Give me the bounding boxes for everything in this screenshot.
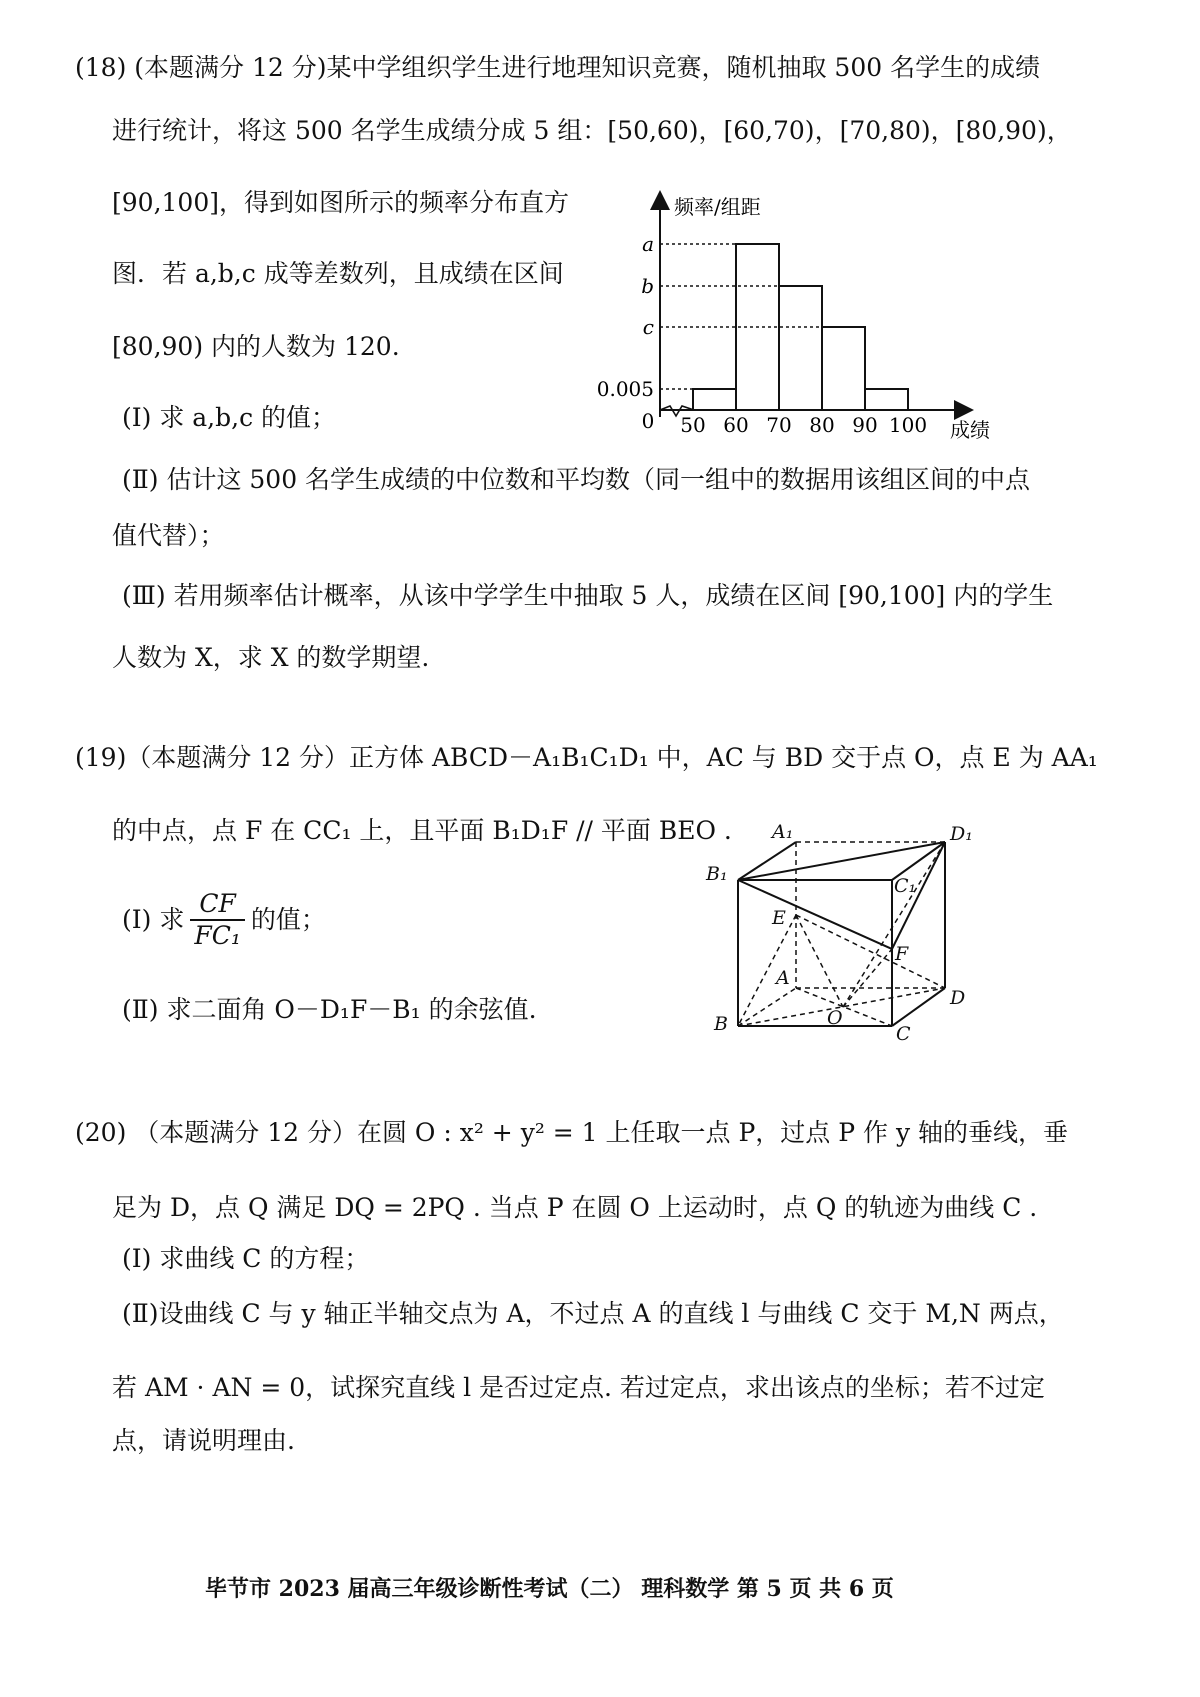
vertex-B: B (714, 1013, 728, 1035)
histogram-bar (693, 389, 736, 410)
x-tick-label: 70 (766, 413, 792, 437)
vertex-A: A (776, 967, 790, 989)
q19-line-2: 的中点，点 F 在 CC₁ 上，且平面 B₁D₁F // 平面 BEO . (112, 816, 732, 845)
q19-part-2: (Ⅱ) 求二面角 O－D₁F－B₁ 的余弦值. (122, 995, 537, 1024)
origin-label: 0 (641, 409, 655, 433)
histogram-bar (865, 389, 908, 410)
q18-part-3a: (Ⅲ) 若用频率估计概率，从该中学学生中抽取 5 人，成绩在区间 [90,100] 内的学生 (122, 581, 1054, 610)
vertex-C1: C₁ (894, 875, 917, 897)
x-tick-label: 100 (888, 413, 928, 437)
q18-line-4: 图．若 a,b,c 成等差数列，且成绩在区间 (112, 259, 564, 288)
q18-part-2a: (Ⅱ) 估计这 500 名学生成绩的中位数和平均数（同一组中的数据用该组区间的中点 (122, 465, 1031, 494)
point-O: O (827, 1007, 843, 1029)
vertex-D: D (950, 987, 966, 1009)
q18-part-2b: 值代替）； (112, 521, 225, 550)
q19-line-1: (19)（本题满分 12 分）正方体 ABCD－A₁B₁C₁D₁ 中，AC 与 BD 交于点 O，点 E 为 AA₁ (75, 743, 1098, 772)
q20-part-1: (Ⅰ) 求曲线 C 的方程； (122, 1244, 370, 1273)
fraction (190, 889, 245, 951)
page-footer: 毕节市 2023 届高三年级诊断性考试（二） 理科数学 第 5 页 共 6 页 (205, 1576, 894, 1602)
fraction-numerator: CF (199, 889, 236, 918)
vertex-C: C (896, 1023, 911, 1045)
x-tick-label: 60 (723, 413, 749, 437)
frequency-histogram (590, 180, 1010, 450)
vertex-D1: D₁ (950, 823, 973, 845)
q18-part-3b: 人数为 X，求 X 的数学期望. (112, 643, 430, 672)
q18-line-3: [90,100]，得到如图所示的频率分布直方 (112, 188, 569, 217)
q19-part-1-suffix: 的值； (250, 905, 326, 934)
vertex-B1: B₁ (706, 863, 728, 885)
q18-line-5: [80,90) 内的人数为 120. (112, 332, 400, 361)
q20-line-2: 足为 D，点 Q 满足 DQ = 2PQ . 当点 P 在圆 O 上运动时，点 Q 的轨迹为曲线 C . (112, 1193, 1038, 1222)
x-tick-label: 50 (680, 413, 706, 437)
q18-line-1: (18) (本题满分 12 分)某中学组织学生进行地理知识竞赛，随机抽取 500 名学生的成绩 (75, 53, 1041, 82)
q19-part-1-prefix: (Ⅰ) 求 (122, 905, 185, 934)
histogram-bar (822, 327, 865, 410)
q20-line-1: (20) （本题满分 12 分）在圆 O : x² + y² = 1 上任取一点 P，过点 P 作 y 轴的垂线，垂 (75, 1118, 1069, 1147)
q18-line-2: 进行统计，将这 500 名学生成绩分成 5 组：[50,60)，[60,70)，[70,80)，[80,90)， (112, 116, 1072, 145)
y-tick-label: 0.005 (596, 377, 654, 401)
point-F: F (895, 943, 909, 965)
q18-part-1: (Ⅰ) 求 a,b,c 的值； (122, 403, 337, 432)
x-tick-label: 80 (809, 413, 835, 437)
cube-figure (700, 812, 1000, 1052)
vertex-A1: A₁ (772, 821, 794, 843)
y-tick-label: a (642, 232, 654, 256)
fraction-denominator: FC₁ (194, 921, 241, 950)
y-tick-label: b (641, 274, 654, 298)
y-axis-label: 频率/组距 (674, 195, 761, 219)
q20-part-2b: 若 AM · AN = 0，试探究直线 l 是否过定点. 若过定点，求出该点的坐标；若不过定 (112, 1373, 1045, 1402)
x-axis-label: 成绩 (950, 418, 990, 442)
histogram-bar (779, 286, 822, 410)
q20-part-2c: 点，请说明理由. (112, 1426, 295, 1455)
q19-part-1 (122, 880, 326, 960)
y-tick-label: c (642, 315, 654, 339)
q20-part-2: (Ⅱ)设曲线 C 与 y 轴正半轴交点为 A，不过点 A 的直线 l 与曲线 C 交于 M,N 两点， (122, 1299, 1064, 1328)
x-tick-label: 90 (852, 413, 878, 437)
point-E: E (772, 907, 786, 929)
